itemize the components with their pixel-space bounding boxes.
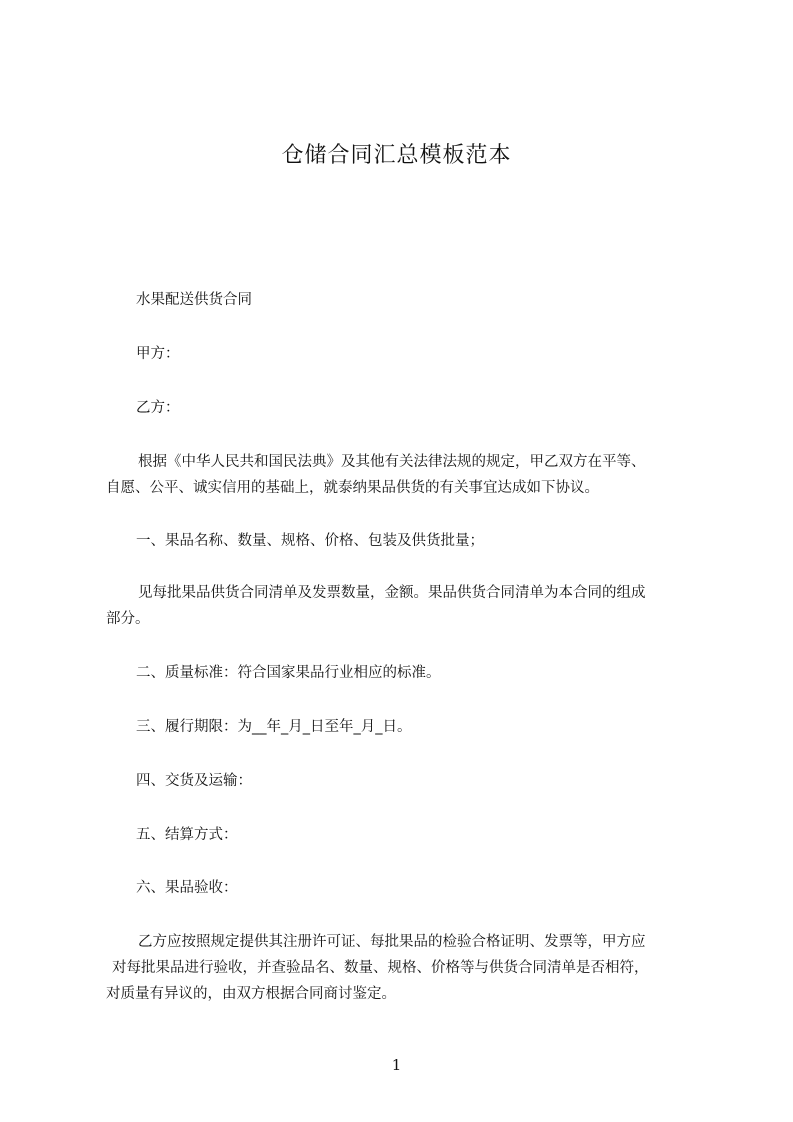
intro-line-1: 根据《中华人民共和国民法典》及其他有关法律法规的规定，甲乙双方在平等、 — [138, 454, 646, 470]
section-6-body — [106, 929, 706, 1007]
section-3-heading: 三、履行期限：为__年_月_日至年_月_日。 — [136, 719, 412, 735]
section-6-line-1: 乙方应按照规定提供其注册许可证、每批果品的检验合格证明、发票等，甲方应 — [138, 934, 646, 950]
section-6-line-3: 对质量有异议的，由双方根据合同商讨鉴定。 — [106, 986, 396, 1002]
contract-heading: 水果配送供货合同 — [136, 292, 252, 308]
section-1-heading: 一、果品名称、数量、规格、价格、包装及供货批量； — [136, 533, 484, 549]
section-6-line-2: 对每批果品进行验收，并查验品名、数量、规格、价格等与供货合同清单是否相符， — [112, 960, 649, 976]
party-b-label: 乙方： — [136, 400, 180, 416]
section-1-body — [106, 580, 706, 632]
section-6-heading: 六、果品验收： — [136, 880, 238, 896]
page-number: 1 — [391, 1056, 402, 1074]
section-1-line-1: 见每批果品供货合同清单及发票数量，金额。果品供货合同清单为本合同的组成 — [138, 585, 646, 601]
intro-paragraph — [106, 449, 706, 501]
intro-line-2: 自愿、公平、诚实信用的基础上，就泰纳果品供货的有关事宜达成如下协议。 — [106, 480, 599, 496]
section-1-line-2: 部分。 — [106, 611, 150, 627]
section-5-heading: 五、结算方式： — [136, 827, 238, 843]
party-a-label: 甲方： — [136, 346, 180, 362]
document-title: 仓储合同汇总模板范本 — [281, 143, 512, 168]
section-4-heading: 四、交货及运输： — [136, 773, 252, 789]
section-2-heading: 二、质量标准：符合国家果品行业相应的标准。 — [136, 665, 441, 681]
